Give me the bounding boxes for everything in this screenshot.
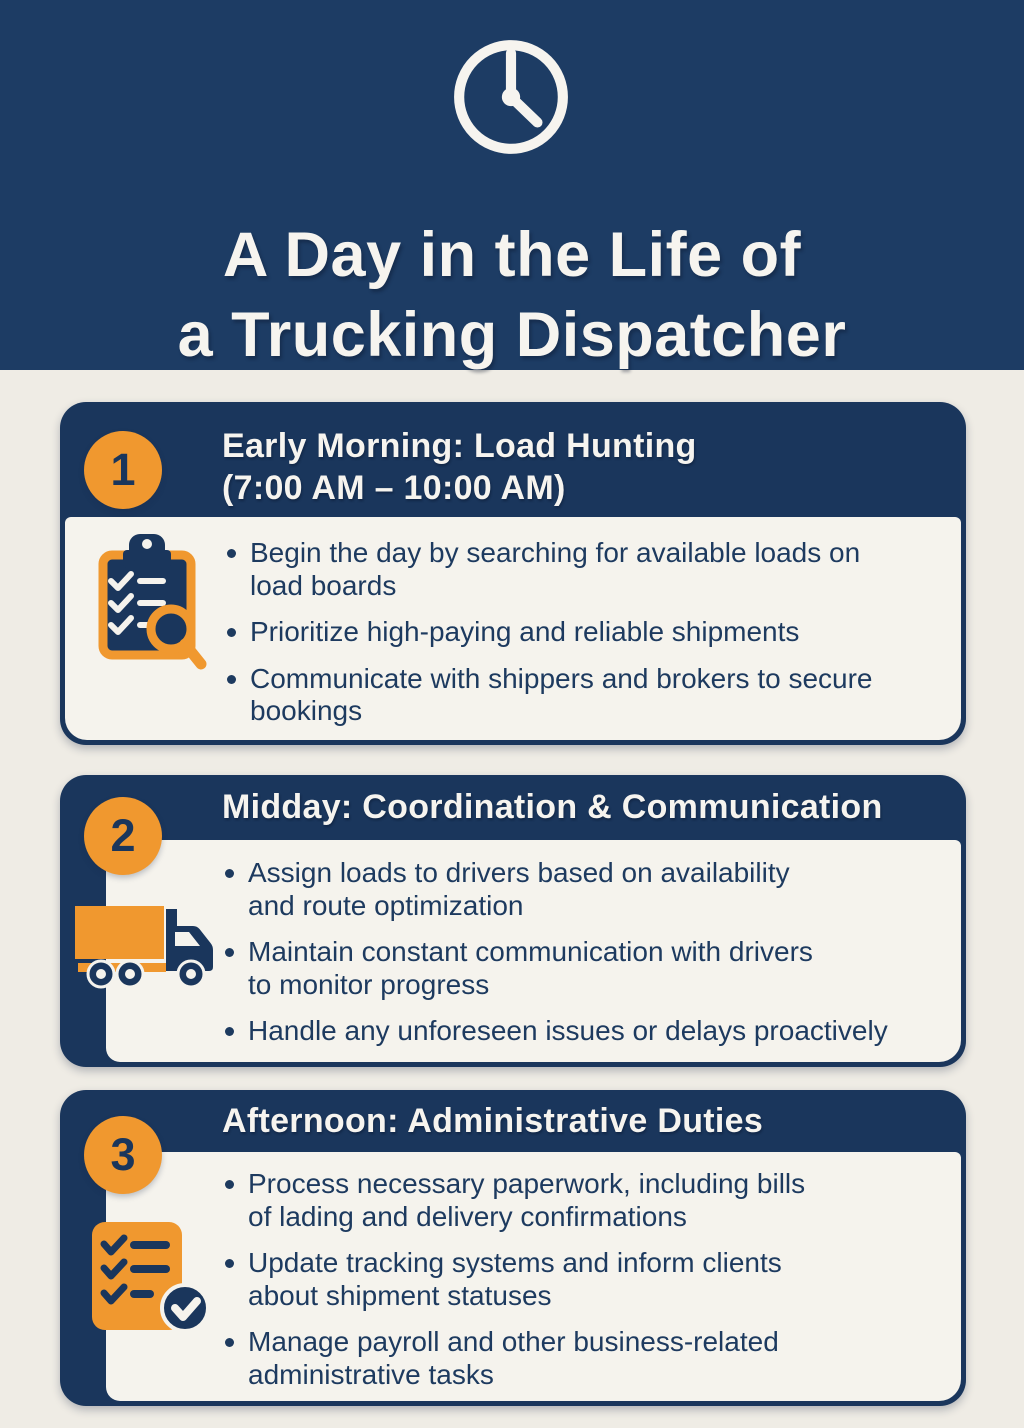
section-title [222,425,697,509]
section-body [106,1152,961,1401]
bullet-text: Prioritize high-paying and reliable shipments [250,616,800,647]
bullet-text: load boards [250,569,397,601]
step-number-badge [84,797,162,875]
bullet-text: Manage payroll and other business-related [248,1326,779,1357]
section-body [65,517,961,740]
bullet-item [250,616,947,649]
bullet-text: bookings [250,695,363,726]
bullet-item [250,537,947,602]
bullet-text: about shipment statuses [248,1279,552,1311]
section-body [106,840,961,1062]
step-number: 1 [110,444,136,495]
clock-icon [450,36,572,158]
page-title [0,215,1024,375]
bullet-item [250,663,947,728]
bullet-text: Begin the day by searching for available loads on [250,537,861,568]
section-midday [60,775,966,1067]
bullet-item [248,1168,947,1233]
bullet-text: Maintain constant communication with drivers [248,936,813,967]
bullet-item [248,1247,947,1312]
bullet-item [248,936,947,1001]
page-title-line1: A Day in the Life of [222,220,802,291]
page-title-line2: a Trucking Dispatcher [177,300,847,371]
section-title-line1: Early Morning: Load Hunting [222,427,697,465]
bullet-item [248,1015,947,1048]
bullet-text: administrative tasks [248,1358,494,1390]
bullet-text: Communicate with shippers and brokers to secure [250,662,873,694]
section-title-line2: (7:00 AM – 10:00 AM) [222,469,566,507]
bullet-text: to monitor progress [248,968,490,1000]
bullet-text: of lading and delivery confirmations [248,1200,687,1232]
truck-icon [73,901,215,991]
section-title [222,786,883,828]
step-number: 3 [110,1129,136,1180]
section-early-morning [60,402,966,745]
bullet-list [106,840,947,1062]
bullet-text: Assign loads to drivers based on availability [248,857,790,888]
section-title [222,1100,763,1142]
bullet-text: Handle any unforeseen issues or delays proactively [248,1015,888,1046]
section-title-line1: Midday: Coordination & Communication [222,788,883,826]
step-number: 2 [110,810,136,861]
bullet-list [106,1152,947,1405]
banner [0,0,1024,370]
clipboard-search-icon [93,531,220,683]
document-checklist-icon [88,1216,226,1344]
bullet-item [248,857,947,922]
section-afternoon [60,1090,966,1406]
bullet-text: Update tracking systems and inform clients [248,1247,782,1278]
step-number-badge [84,1116,162,1194]
step-number-badge [84,431,162,509]
bullet-item [248,1326,947,1391]
bullet-text: and route optimization [248,889,524,921]
section-title-line1: Afternoon: Administrative Duties [222,1102,764,1140]
bullet-text: Process necessary paperwork, including bills [248,1168,806,1199]
